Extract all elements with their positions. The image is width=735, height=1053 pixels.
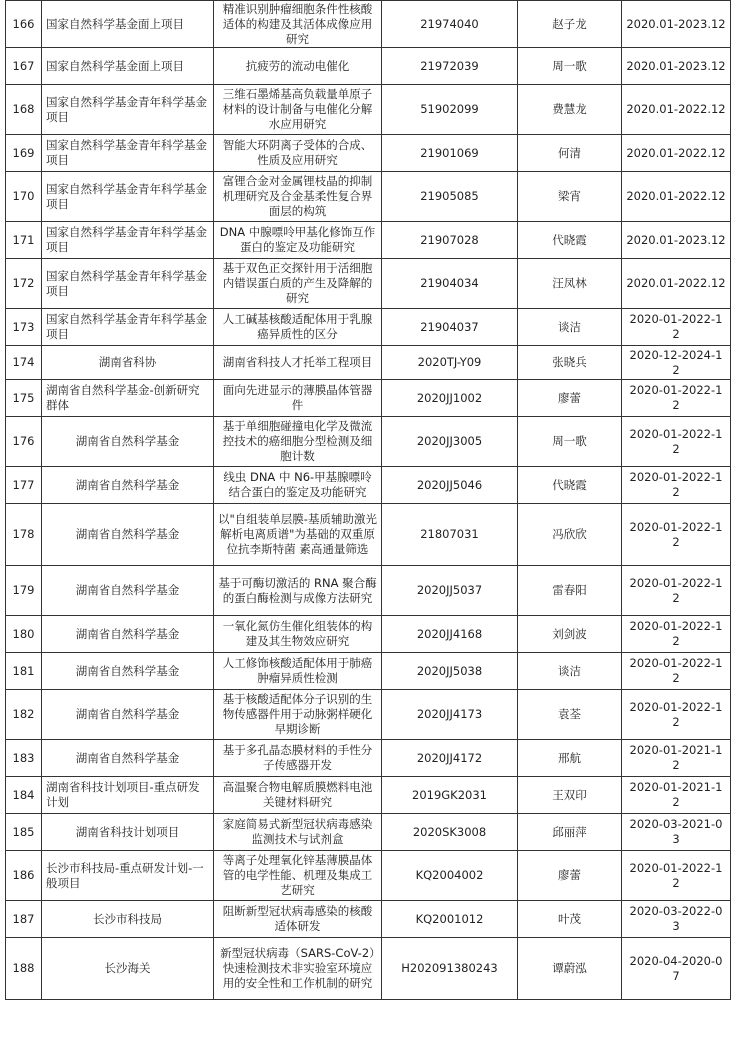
- project-period: 2020.01-2023.12: [622, 1, 731, 48]
- row-number: 188: [6, 938, 42, 1000]
- project-title: 基于可酶切激活的 RNA 聚合酶的蛋白酶检测与成像方法研究: [214, 566, 382, 616]
- project-table: [5, 0, 731, 1000]
- row-number: 173: [6, 309, 42, 346]
- project-period: 2020-01-2022-12: [622, 690, 731, 740]
- project-source: 国家自然科学基金青年科学基金项目: [42, 172, 214, 222]
- project-leader: 汪凤林: [518, 259, 622, 309]
- project-code: 2019GK2031: [382, 777, 518, 814]
- project-leader: 代晓霞: [518, 467, 622, 504]
- project-period: 2020-01-2022-12: [622, 504, 731, 566]
- project-source: 湖南省自然科学基金: [42, 616, 214, 653]
- row-number: 180: [6, 616, 42, 653]
- project-code: KQ2004002: [382, 851, 518, 901]
- project-title: 基于单细胞碰撞电化学及微流控技术的癌细胞分型检测及细胞计数: [214, 417, 382, 467]
- project-period: 2020.01-2023.12: [622, 222, 731, 259]
- row-number: 167: [6, 48, 42, 85]
- table-row: [6, 814, 731, 851]
- table-row: [6, 938, 731, 1000]
- row-number: 185: [6, 814, 42, 851]
- project-table-body: [6, 1, 731, 1000]
- project-source: 湖南省科技计划项目-重点研发计划: [42, 777, 214, 814]
- row-number: 169: [6, 135, 42, 172]
- project-leader: 廖蕾: [518, 380, 622, 417]
- project-source: 长沙市科技局-重点研发计划-一般项目: [42, 851, 214, 901]
- project-period: 2020-01-2022-12: [622, 653, 731, 690]
- project-title: 抗疲劳的流动电催化: [214, 48, 382, 85]
- project-source: 湖南省自然科学基金: [42, 740, 214, 777]
- project-code: 2020JJ3005: [382, 417, 518, 467]
- project-title: 人工修饰核酸适配体用于肺癌肿瘤异质性检测: [214, 653, 382, 690]
- project-period: 2020.01-2022.12: [622, 135, 731, 172]
- project-title: 富锂合金对金属锂枝晶的抑制机理研究及合金基柔性复合界面层的构筑: [214, 172, 382, 222]
- project-period: 2020-03-2022-03: [622, 901, 731, 938]
- project-leader: 袁荃: [518, 690, 622, 740]
- project-code: 2020TJ-Y09: [382, 346, 518, 380]
- row-number: 166: [6, 1, 42, 48]
- row-number: 182: [6, 690, 42, 740]
- row-number: 175: [6, 380, 42, 417]
- project-leader: 周一歌: [518, 417, 622, 467]
- table-row: [6, 380, 731, 417]
- project-code: KQ2001012: [382, 901, 518, 938]
- row-number: 186: [6, 851, 42, 901]
- project-period: 2020-01-2021-12: [622, 740, 731, 777]
- project-source: 湖南省自然科学基金-创新研究群体: [42, 380, 214, 417]
- project-source: 湖南省自然科学基金: [42, 417, 214, 467]
- row-number: 172: [6, 259, 42, 309]
- project-source: 湖南省自然科学基金: [42, 566, 214, 616]
- project-source: 湖南省自然科学基金: [42, 467, 214, 504]
- project-leader: 费慧龙: [518, 85, 622, 135]
- project-code: 21974040: [382, 1, 518, 48]
- project-leader: 代晓霞: [518, 222, 622, 259]
- row-number: 183: [6, 740, 42, 777]
- project-title: 湖南省科技人才托举工程项目: [214, 346, 382, 380]
- table-row: [6, 85, 731, 135]
- row-number: 176: [6, 417, 42, 467]
- row-number: 174: [6, 346, 42, 380]
- project-code: 2020JJ5037: [382, 566, 518, 616]
- project-leader: 王双印: [518, 777, 622, 814]
- project-code: 2020JJ4168: [382, 616, 518, 653]
- project-source: 国家自然科学基金青年科学基金项目: [42, 259, 214, 309]
- project-code: 2020SK3008: [382, 814, 518, 851]
- project-period: 2020-01-2021-12: [622, 777, 731, 814]
- table-row: [6, 467, 731, 504]
- project-leader: 谈洁: [518, 309, 622, 346]
- row-number: 170: [6, 172, 42, 222]
- project-period: 2020-04-2020-07: [622, 938, 731, 1000]
- project-title: 线虫 DNA 中 N6-甲基腺嘌呤结合蛋白的鉴定及功能研究: [214, 467, 382, 504]
- project-code: H202091380243: [382, 938, 518, 1000]
- project-title: 三维石墨烯基高负载量单原子材料的设计制备与电催化分解水应用研究: [214, 85, 382, 135]
- project-source: 国家自然科学基金青年科学基金项目: [42, 222, 214, 259]
- row-number: 178: [6, 504, 42, 566]
- project-code: 21905085: [382, 172, 518, 222]
- table-row: [6, 616, 731, 653]
- project-source: 国家自然科学基金青年科学基金项目: [42, 309, 214, 346]
- project-period: 2020.01-2022.12: [622, 172, 731, 222]
- project-period: 2020.01-2022.12: [622, 259, 731, 309]
- project-title: 基于双色正交探针用于活细胞内错误蛋白质的产生及降解的研究: [214, 259, 382, 309]
- table-row: [6, 851, 731, 901]
- row-number: 181: [6, 653, 42, 690]
- project-code: 2020JJ4172: [382, 740, 518, 777]
- row-number: 177: [6, 467, 42, 504]
- project-period: 2020-01-2022-12: [622, 309, 731, 346]
- project-leader: 何清: [518, 135, 622, 172]
- project-code: 21904034: [382, 259, 518, 309]
- project-leader: 邱丽萍: [518, 814, 622, 851]
- row-number: 184: [6, 777, 42, 814]
- project-source: 国家自然科学基金青年科学基金项目: [42, 135, 214, 172]
- table-row: [6, 566, 731, 616]
- table-row: [6, 135, 731, 172]
- row-number: 171: [6, 222, 42, 259]
- project-code: 21904037: [382, 309, 518, 346]
- table-row: [6, 653, 731, 690]
- project-source: 长沙市科技局: [42, 901, 214, 938]
- project-source: 国家自然科学基金面上项目: [42, 1, 214, 48]
- project-code: 21901069: [382, 135, 518, 172]
- table-row: [6, 259, 731, 309]
- table-row: [6, 740, 731, 777]
- project-leader: 周一歌: [518, 48, 622, 85]
- table-row: [6, 1, 731, 48]
- project-title: 人工碱基核酸适配体用于乳腺癌异质性的区分: [214, 309, 382, 346]
- table-row: [6, 48, 731, 85]
- project-period: 2020-01-2022-12: [622, 417, 731, 467]
- project-title: 基于多孔晶态膜材料的手性分子传感器开发: [214, 740, 382, 777]
- project-period: 2020-01-2022-12: [622, 566, 731, 616]
- project-leader: 张晓兵: [518, 346, 622, 380]
- project-code: 2020JJ5038: [382, 653, 518, 690]
- table-row: [6, 417, 731, 467]
- project-title: 高温聚合物电解质膜燃料电池关键材料研究: [214, 777, 382, 814]
- project-period: 2020-01-2022-12: [622, 616, 731, 653]
- project-leader: 赵子龙: [518, 1, 622, 48]
- project-title: DNA 中腺嘌呤甲基化修饰互作蛋白的鉴定及功能研究: [214, 222, 382, 259]
- project-title: 智能大环阴离子受体的合成、性质及应用研究: [214, 135, 382, 172]
- table-row: [6, 504, 731, 566]
- table-row: [6, 901, 731, 938]
- project-source: 国家自然科学基金面上项目: [42, 48, 214, 85]
- project-title: 面向先进显示的薄膜晶体管器件: [214, 380, 382, 417]
- table-row: [6, 690, 731, 740]
- project-period: 2020-01-2022-12: [622, 467, 731, 504]
- project-period: 2020-01-2022-12: [622, 851, 731, 901]
- project-code: 51902099: [382, 85, 518, 135]
- project-leader: 梁宵: [518, 172, 622, 222]
- project-title: 一氧化氮仿生催化组装体的构建及其生物效应研究: [214, 616, 382, 653]
- project-title: 精准识别肿瘤细胞条件性核酸适体的构建及其活体成像应用研究: [214, 1, 382, 48]
- project-source: 湖南省自然科学基金: [42, 690, 214, 740]
- project-code: 21907028: [382, 222, 518, 259]
- project-title: 等离子处理氧化锌基薄膜晶体管的电学性能、机理及集成工艺研究: [214, 851, 382, 901]
- project-leader: 谭蔚泓: [518, 938, 622, 1000]
- project-period: 2020-12-2024-12: [622, 346, 731, 380]
- table-row: [6, 309, 731, 346]
- project-title: 家庭简易式新型冠状病毒感染监测技术与试剂盒: [214, 814, 382, 851]
- project-title: 新型冠状病毒（SARS-CoV-2）快速检测技术非实验室环境应用的安全性和工作机制的研究: [214, 938, 382, 1000]
- project-leader: 刘剑波: [518, 616, 622, 653]
- project-source: 湖南省科协: [42, 346, 214, 380]
- project-leader: 邢航: [518, 740, 622, 777]
- project-code: 21807031: [382, 504, 518, 566]
- project-leader: 雷春阳: [518, 566, 622, 616]
- project-source: 国家自然科学基金青年科学基金项目: [42, 85, 214, 135]
- project-title: 以"自组装单层膜-基质辅助激光解析电离质谱"为基础的双重原位抗李斯特菌 素高通量筛选: [214, 504, 382, 566]
- project-title: 基于核酸适配体分子识别的生物传感器件用于动脉粥样硬化早期诊断: [214, 690, 382, 740]
- project-source: 长沙海关: [42, 938, 214, 1000]
- table-row: [6, 777, 731, 814]
- project-period: 2020-03-2021-03: [622, 814, 731, 851]
- row-number: 179: [6, 566, 42, 616]
- table-row: [6, 222, 731, 259]
- project-leader: 廖蕾: [518, 851, 622, 901]
- project-leader: 谈洁: [518, 653, 622, 690]
- row-number: 168: [6, 85, 42, 135]
- project-code: 2020JJ5046: [382, 467, 518, 504]
- table-row: [6, 172, 731, 222]
- project-source: 湖南省科技计划项目: [42, 814, 214, 851]
- table-row: [6, 346, 731, 380]
- project-title: 阻断新型冠状病毒感染的核酸适体研发: [214, 901, 382, 938]
- project-period: 2020-01-2022-12: [622, 380, 731, 417]
- project-leader: 叶茂: [518, 901, 622, 938]
- project-period: 2020.01-2023.12: [622, 48, 731, 85]
- project-code: 2020JJ1002: [382, 380, 518, 417]
- project-period: 2020.01-2022.12: [622, 85, 731, 135]
- project-source: 湖南省自然科学基金: [42, 504, 214, 566]
- project-code: 21972039: [382, 48, 518, 85]
- project-leader: 冯欣欣: [518, 504, 622, 566]
- project-code: 2020JJ4173: [382, 690, 518, 740]
- project-source: 湖南省自然科学基金: [42, 653, 214, 690]
- row-number: 187: [6, 901, 42, 938]
